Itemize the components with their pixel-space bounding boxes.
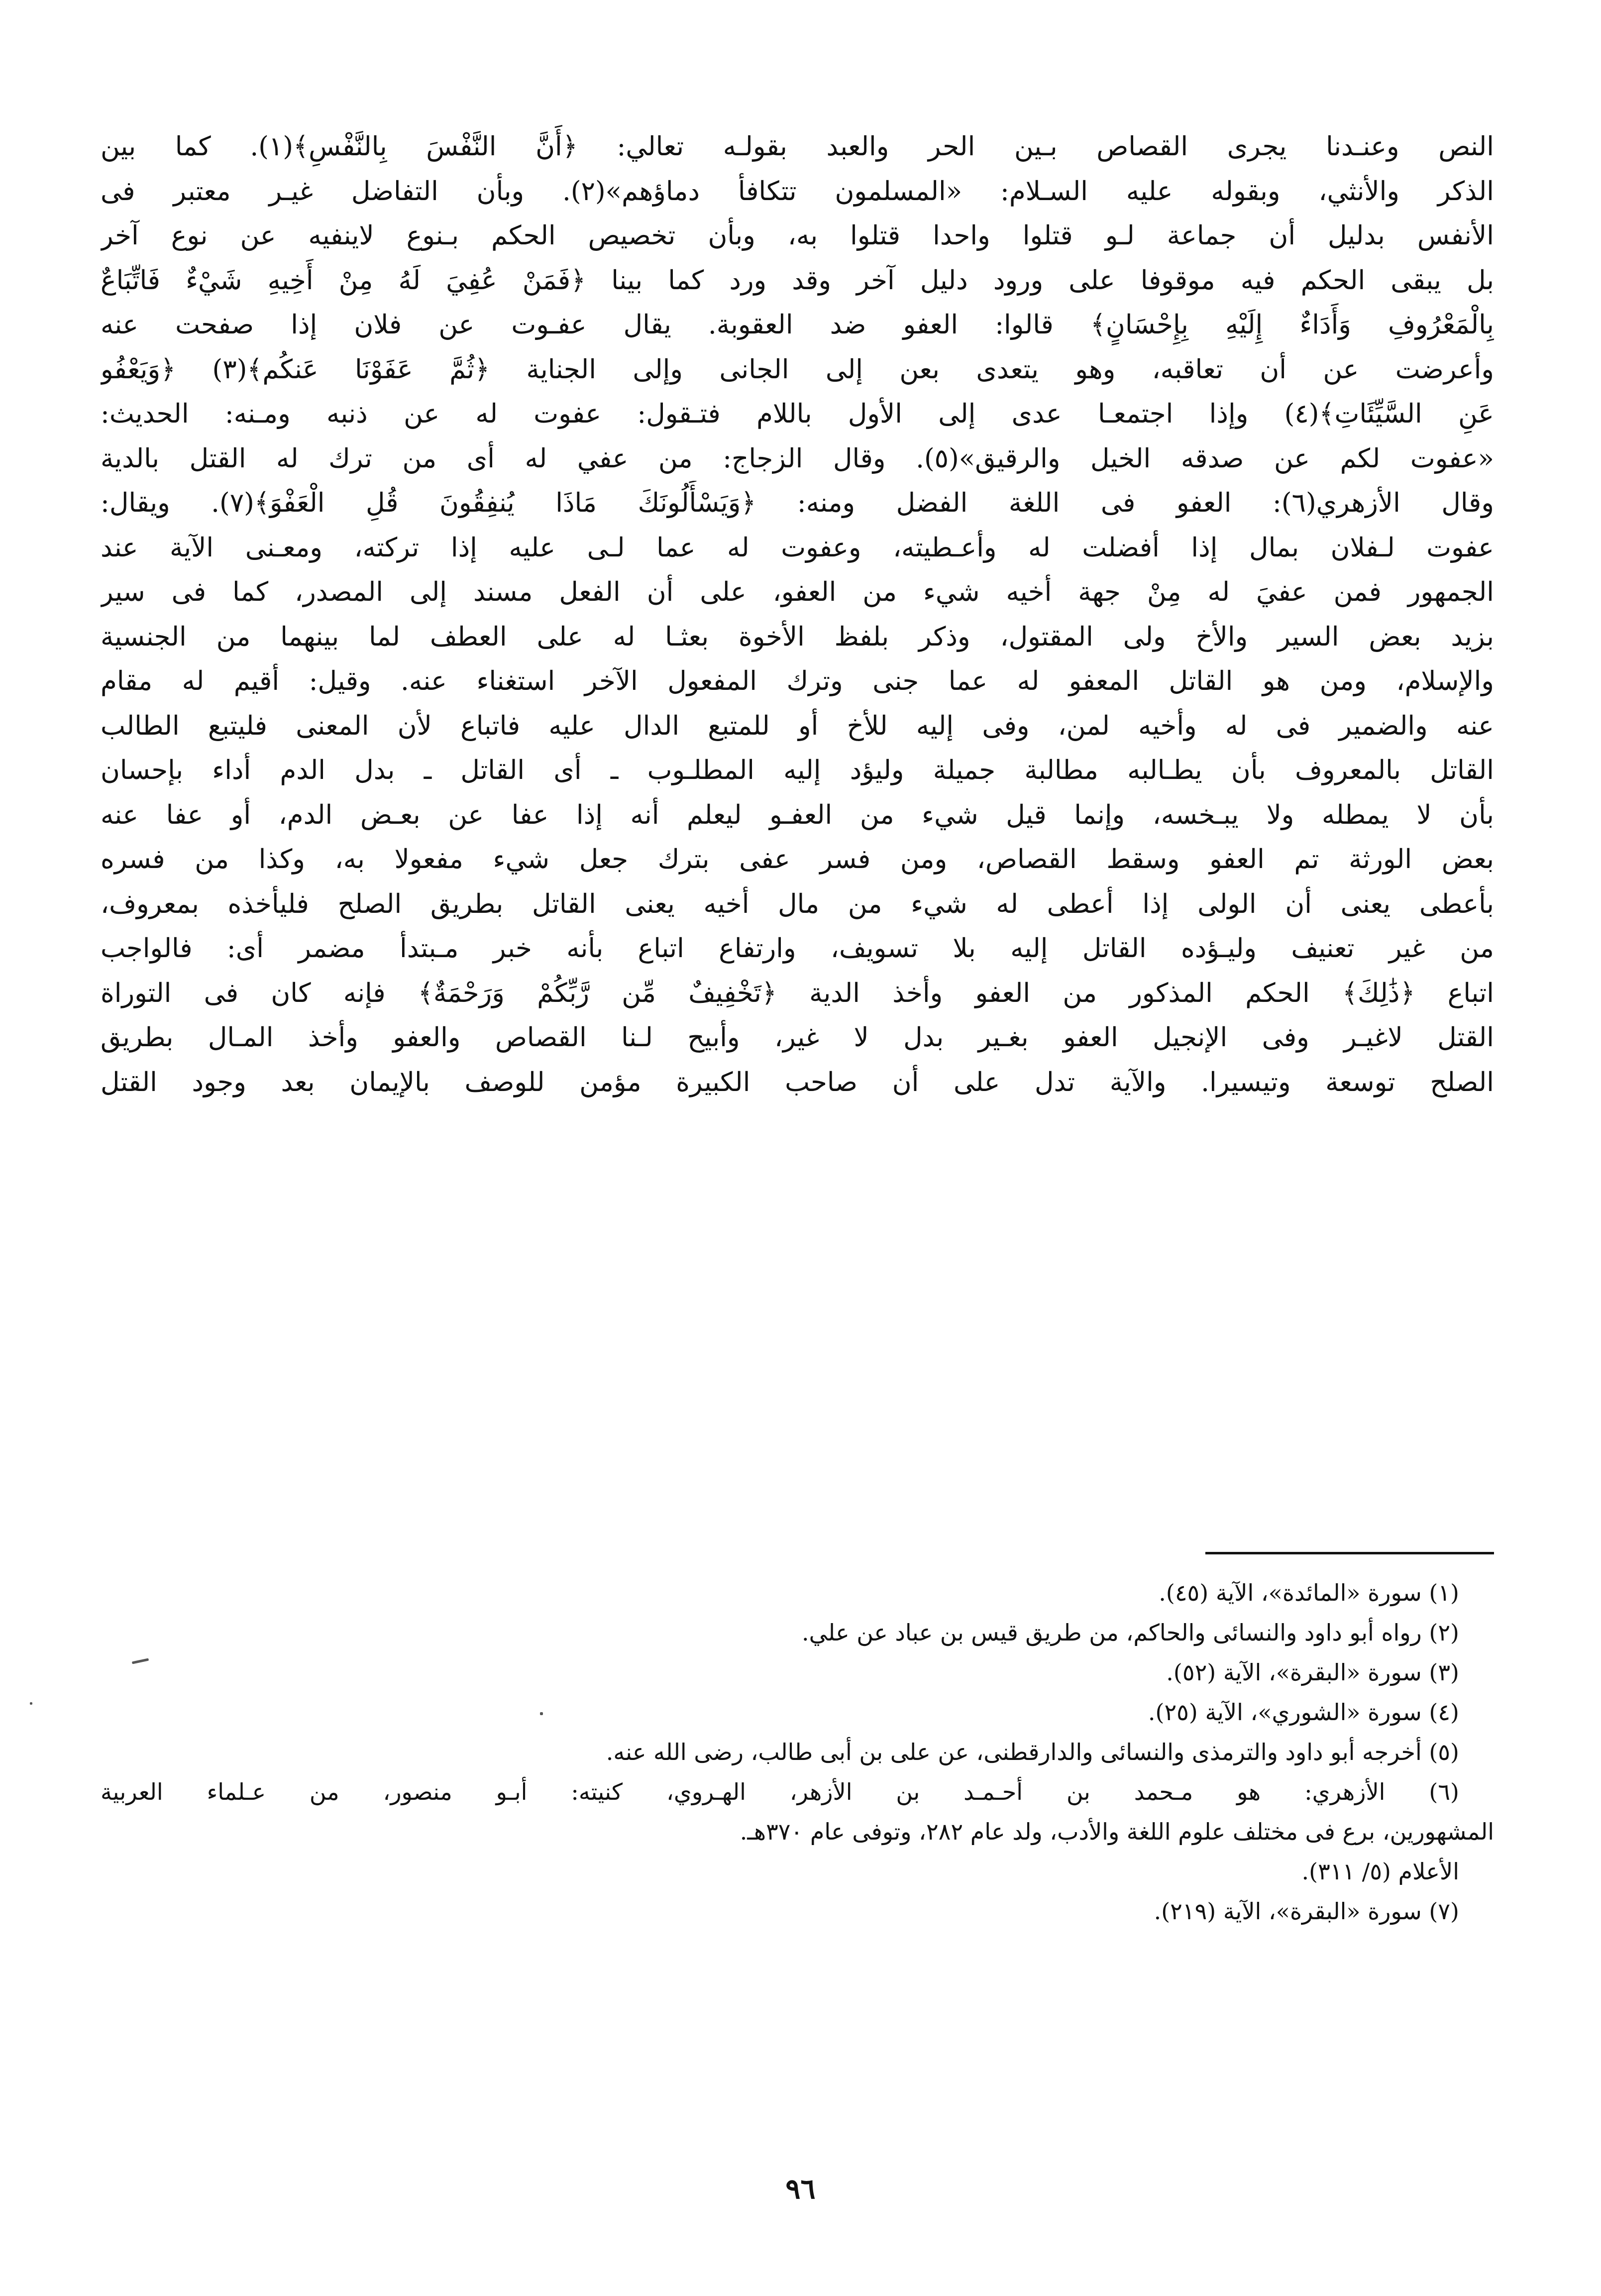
body-line: بأن لا يمطله ولا يبـخسه، وإنما قيل شيء من العفـو ليعلم أنه إذا عفا عن بعـض الدم، أو عفا عنه bbox=[101, 799, 1494, 830]
scan-speck bbox=[30, 1702, 32, 1705]
body-line: بِالْمَعْرُوفِ وَأَدَاءٌ إِلَيْهِ بِإِحْسَانٍ﴾ قالوا: العفو ضد العقوبة. يقال عفـوت عن فلان إذا صفحت عنه bbox=[101, 310, 1494, 340]
footnote-item: (٥) أخرجه أبو داود والترمذى والنسائى والدارقطنى، عن على بن أبى طالب، رضى الله عنه. bbox=[606, 1739, 1459, 1765]
body-line: وأعرضت عن أن تعاقبه، وهو يتعدى بعن إلى الجانى وإلى الجناية ﴿ثُمَّ عَفَوْنَا عَنكُم﴾(٣) ﴿وَيَعْفُو bbox=[101, 354, 1494, 385]
body-line: القتل لاغيـر وفى الإنجيل العفو بغـير بدل لا غير، وأبيح لـنا القصاص والعفو وأخذ المـال بطريق bbox=[101, 1022, 1494, 1053]
body-line: الأنفس بدليل أن جماعة لـو قتلوا واحدا قتلوا به، وبأن تخصيص الحكم بـنوع لاينفيه عن نوع آخر bbox=[101, 220, 1494, 251]
scan-speck bbox=[540, 1712, 543, 1715]
body-line: النص وعنـدنا يجرى القصاص بـين الحر والعبد بقولـه تعالي: ﴿أَنَّ النَّفْسَ بِالنَّفْسِ﴾(١). كما بين bbox=[101, 131, 1494, 162]
body-line: «عفوت لكم عن صدقه الخيل والرقيق»(٥). وقال الزجاج: من عفي له أى من ترك له القتل بالدية bbox=[101, 443, 1494, 474]
footnote-item: (١) سورة «المائدة»، الآية (٤٥). bbox=[1159, 1579, 1459, 1606]
footnote-item: (٤) سورة «الشوري»، الآية (٢٥). bbox=[1148, 1699, 1459, 1726]
body-line: عَنِ السَّيِّئَاتِ﴾(٤) وإذا اجتمعـا عدى إلى الأول باللام فتـقول: عفوت له عن ذنبه ومـنه: الحديث: bbox=[101, 399, 1494, 429]
footnotes-block bbox=[101, 1573, 1494, 1931]
body-line: بأعطى يعنى أن الولى إذا أعطى له شيء من مال أخيه يعنى القاتل بطريق الصلح فليأخذه بمعروف، bbox=[101, 888, 1494, 919]
body-line: الصلح توسعة وتيسيرا. والآية تدل على أن صاحب الكبيرة مؤمن للوصف بالإيمان بعد وجود القتل bbox=[101, 1067, 1494, 1097]
footnote-item: (٢) رواه أبو داود والنسائى والحاكم، من طريق قيس بن عباد عن علي. bbox=[802, 1619, 1459, 1646]
body-line: من غير تعنيف وليـؤده القاتل إليه بلا تسويف، وارتفاع اتباع بأنه خبر مـبتدأ مضمر أى: فالواجب bbox=[101, 933, 1494, 964]
body-line: القاتل بالمعروف بأن يطـالبه مطالبة جميلة وليؤد إليه المطلـوب ـ أى القاتل ـ بدل الدم أداء بإحسان bbox=[101, 755, 1494, 785]
footnote-item: (٦) الأزهري: هو مـحمد بن أحـمـد بن الأزهر، الهـروي، كنيته: أبـو منصور، من عـلماء العربية bbox=[101, 1778, 1459, 1805]
body-line: بل يبقى الحكم فيه موقوفا على ورود دليل آخر وقد ورد كما بينا ﴿فَمَنْ عُفِيَ لَهُ مِنْ أَخِيهِ شَيْءٌ فَاتِّبَاعٌ bbox=[101, 265, 1494, 296]
page-number: ٩٦ bbox=[785, 2173, 816, 2205]
main-text-block bbox=[101, 124, 1494, 1104]
footnote-item: (٣) سورة «البقرة»، الآية (٥٢). bbox=[1166, 1659, 1459, 1686]
body-line: بعض الورثة تم العفو وسقط القصاص، ومن فسر عفى بترك جعل شيء مفعولا به، وكذا من فسره bbox=[101, 844, 1494, 875]
body-line: والإسلام، ومن هو القاتل المعفو له عما جنى وترك المفعول الآخر استغناء عنه. وقيل: أقيم له مقام bbox=[101, 666, 1494, 696]
body-line: اتباع ﴿ذَٰلِكَ﴾ الحكم المذكور من العفو وأخذ الدية ﴿تَخْفِيفٌ مِّن رَّبِّكُمْ وَرَحْمَةٌ﴾ فإنه كان فى التوراة bbox=[101, 978, 1494, 1008]
footnote-reference: الأعلام (٥/ ٣١١). bbox=[1301, 1858, 1459, 1885]
body-line: الجمهور فمن عفيَ له مِنْ جهة أخيه شيء من العفو، على أن الفعل مسند إلى المصدر، كما فى سير bbox=[101, 577, 1494, 607]
body-line: عفوت لـفلان بمال إذا أفضلت له وأعـطيته، وعفوت له عما لـى عليه إذا تركته، ومعـنى الآية عند bbox=[101, 532, 1494, 563]
body-line: وقال الأزهري(٦): العفو فى اللغة الفضل ومنه: ﴿وَيَسْأَلُونَكَ مَاذَا يُنفِقُونَ قُلِ الْعَفْوَ﴾(٧). ويقال: bbox=[101, 488, 1494, 518]
footnote-item: (٧) سورة «البقرة»، الآية (٢١٩). bbox=[1154, 1898, 1459, 1925]
footnote-continuation: المشهورين، برع فى مختلف علوم اللغة والأدب، ولد عام ٢٨٢، وتوفى عام ٣٧٠هـ. bbox=[740, 1818, 1494, 1845]
body-line: الذكر والأنثي، وبقوله عليه السـلام: «المسلمون تتكافأ دماؤهم»(٢). وبأن التفاضل غيـر معتبر فى bbox=[101, 176, 1494, 207]
body-line: بزيد بعض السير والأخ ولى المقتول، وذكر بلفظ الأخوة بعثـا له على العطف لما بينهما من الجنسية bbox=[101, 621, 1494, 652]
footnote-divider bbox=[1205, 1552, 1494, 1554]
body-line: عنه والضمير فى له وأخيه لمن، وفى إليه للأخ أو للمتبع الدال عليه فاتباع لأن المعنى فليتبع الطالب bbox=[101, 710, 1494, 741]
